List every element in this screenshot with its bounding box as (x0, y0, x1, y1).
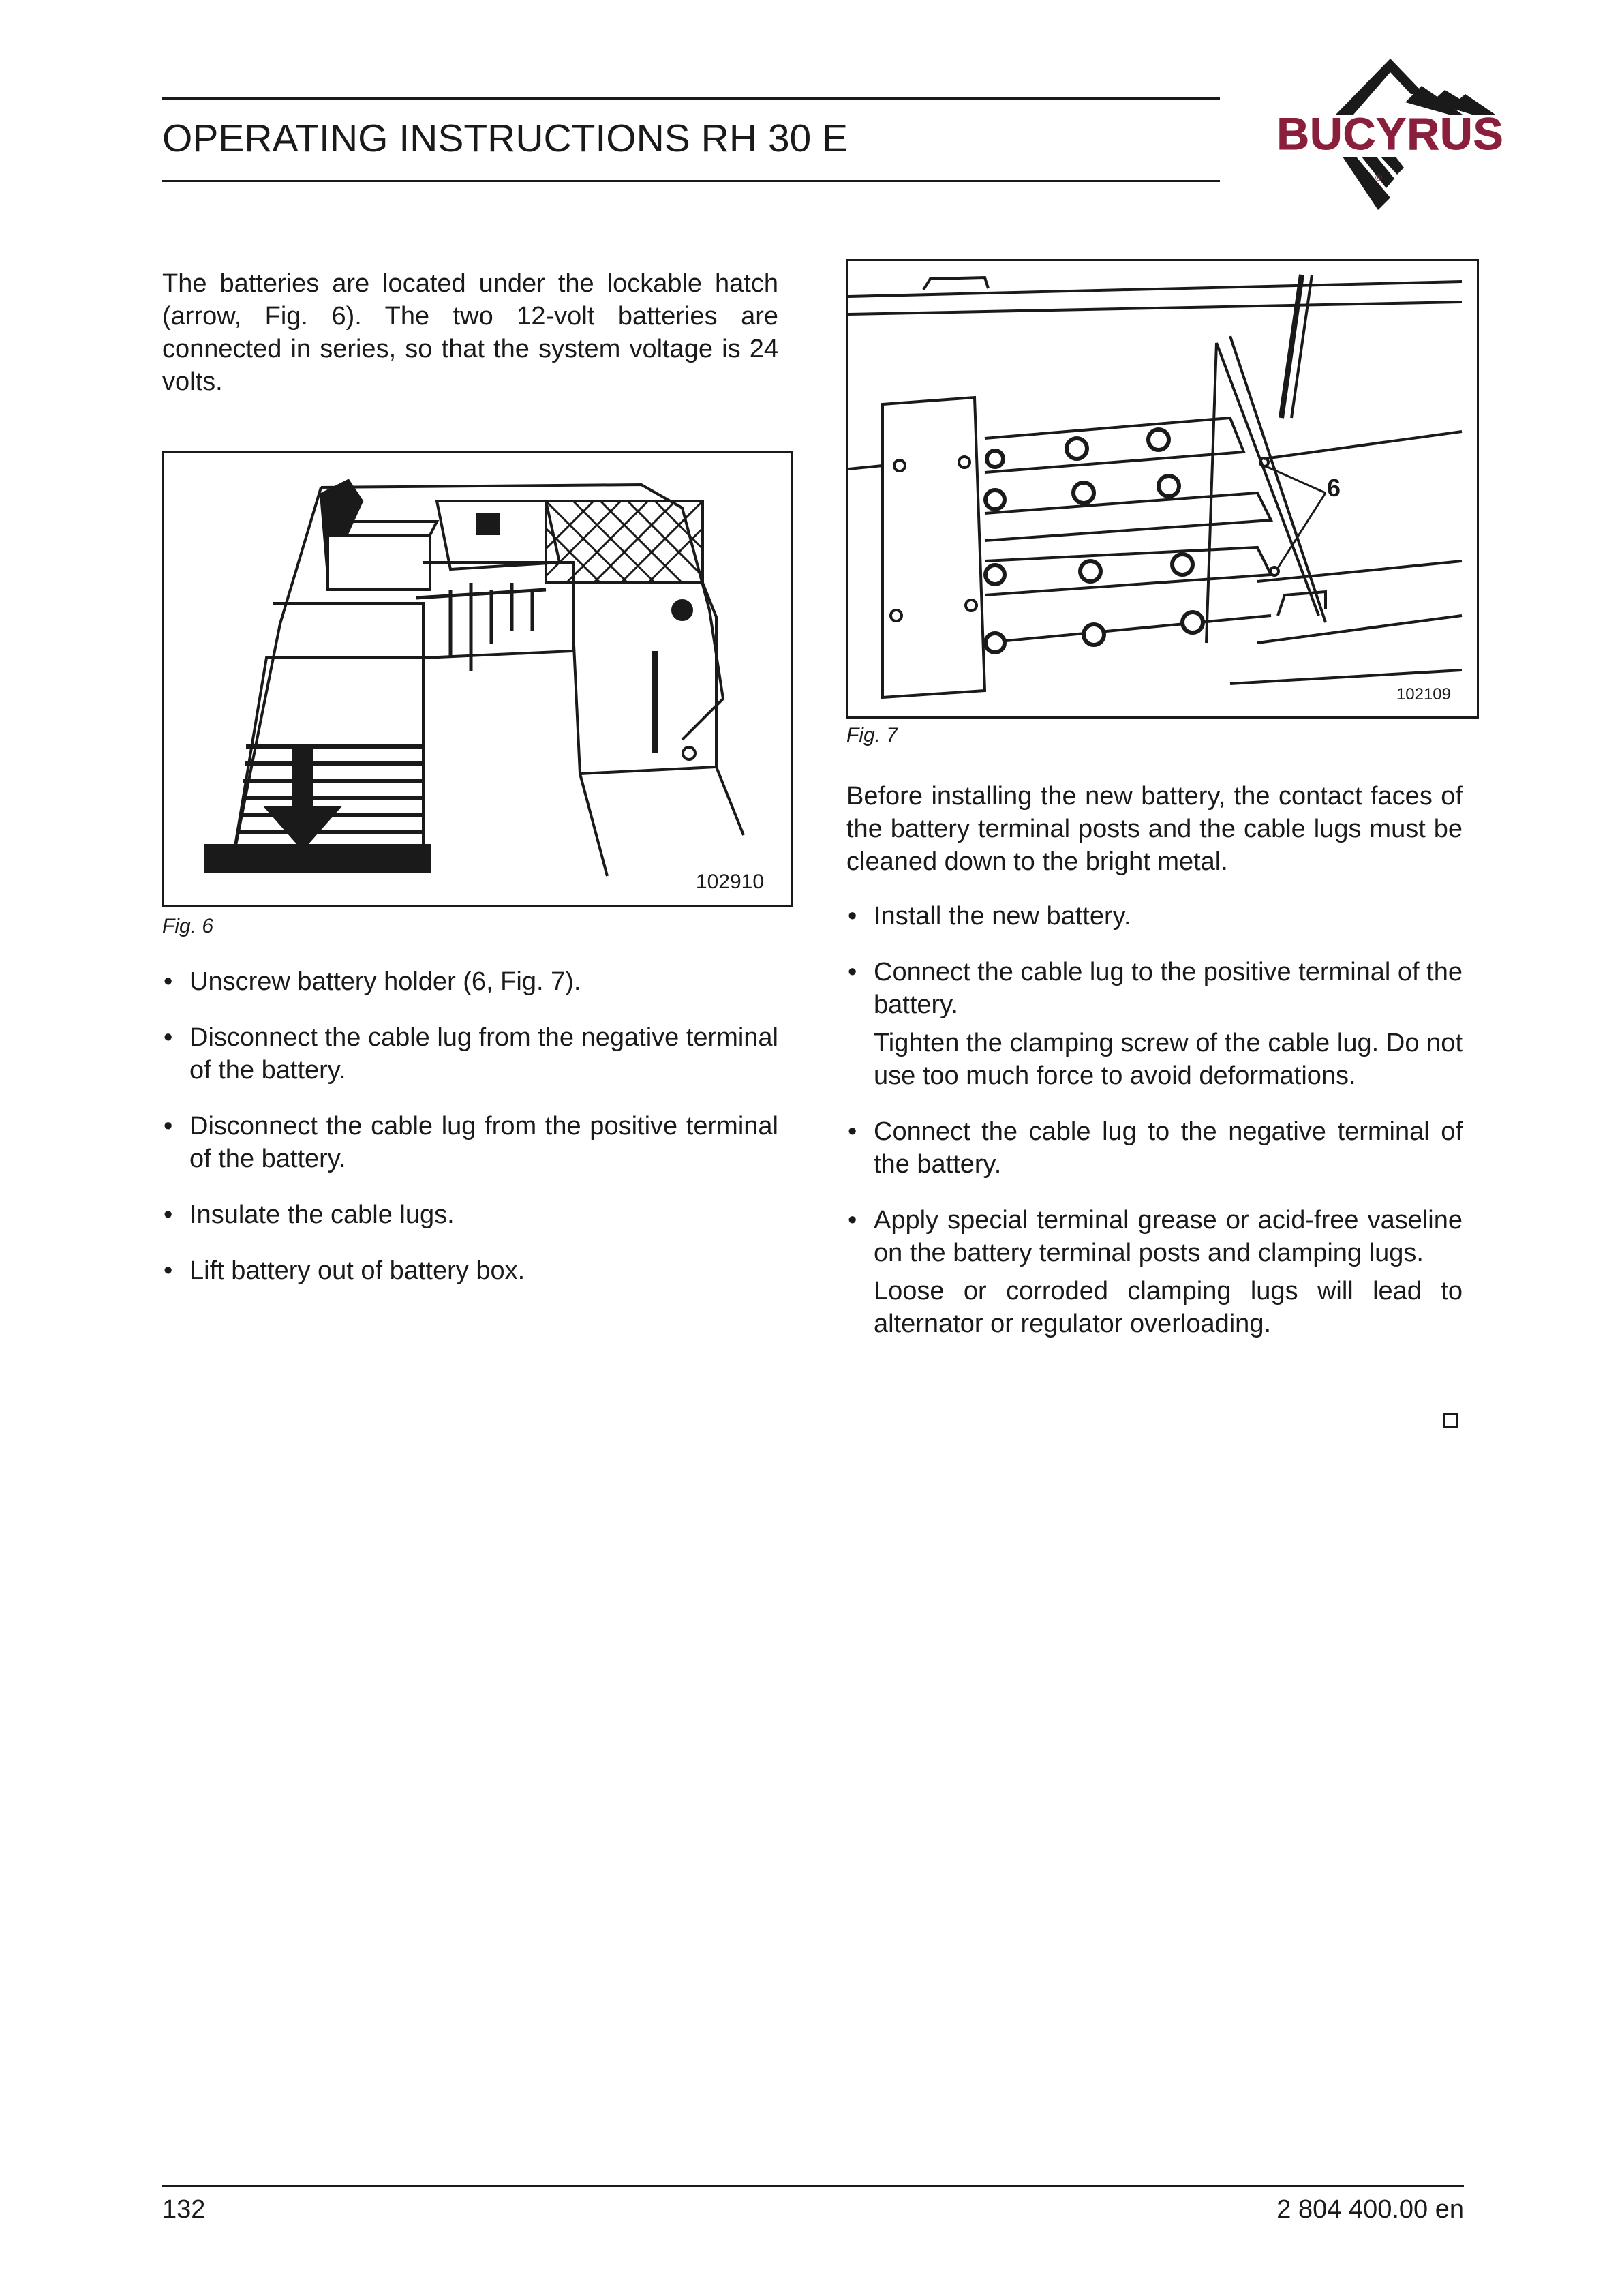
bullet-icon: • (848, 902, 857, 931)
registered-mark: ® (1375, 172, 1383, 183)
step-text: Lift battery out of battery box. (189, 1256, 525, 1285)
bullet-icon: • (164, 1200, 173, 1229)
step-note: Tighten the clamping screw of the cable lug. Do not use too much force to avoid deformations. (874, 1029, 1463, 1090)
installation-steps-list (846, 900, 1463, 1363)
list-item (846, 1115, 1463, 1181)
list-item (846, 900, 1463, 933)
step-text: Apply special terminal grease or acid-free vaseline on the battery terminal posts and clamping lugs. (874, 1206, 1463, 1267)
document-title: OPERATING INSTRUCTIONS RH 30 E (162, 117, 848, 160)
bullet-icon: • (164, 1112, 173, 1141)
bullet-icon: • (848, 1206, 857, 1235)
document-id: 2 804 400.00 en (1276, 2195, 1464, 2224)
header-top-rule (162, 97, 1220, 100)
footer-rule (162, 2185, 1464, 2187)
step-text: Install the new battery. (874, 902, 1131, 931)
figure-6-illustration (162, 451, 793, 907)
step-text: Unscrew battery holder (6, Fig. 7). (189, 967, 581, 996)
section-end-icon (1443, 1413, 1458, 1428)
battery-hatch-drawing (164, 453, 791, 905)
figure-7-illustration (846, 259, 1479, 719)
figure-6-caption: Fig. 6 (162, 915, 214, 937)
figure-6-number: 102910 (695, 871, 764, 893)
battery-location-paragraph: The batteries are located under the lockable hatch (arrow, Fig. 6). The two 12-volt batteries are connected in series, so that the system voltage is 24 volts. (162, 269, 778, 396)
list-item (162, 1110, 778, 1175)
removal-steps-list (162, 965, 778, 1310)
list-item (162, 965, 778, 998)
step-text: Disconnect the cable lug from the positive terminal of the battery. (189, 1112, 778, 1173)
step-text: Insulate the cable lugs. (189, 1200, 455, 1229)
figure-7-number: 102109 (1396, 685, 1451, 704)
installation-intro-paragraph: Before installing the new battery, the contact faces of the battery terminal posts and the cable lugs must be cleaned down to the bright metal. (846, 782, 1463, 876)
bullet-icon: • (164, 1256, 173, 1285)
bullet-icon: • (848, 958, 857, 986)
header-bottom-rule (162, 180, 1220, 182)
callout-label: 6 (1327, 474, 1341, 502)
step-text: Disconnect the cable lug from the negative terminal of the battery. (189, 1023, 778, 1085)
list-item (162, 1021, 778, 1087)
page-number: 132 (162, 2195, 206, 2224)
list-item (846, 1204, 1463, 1340)
bullet-icon: • (848, 1117, 857, 1146)
bullet-icon: • (164, 967, 173, 996)
step-text: Connect the cable lug to the negative terminal of the battery. (874, 1117, 1463, 1179)
step-note: Loose or corroded clamping lugs will lead to alternator or regulator overloading. (874, 1277, 1463, 1338)
figure-7-caption: Fig. 7 (846, 724, 898, 746)
bullet-icon: • (164, 1023, 173, 1052)
bucyrus-logo (1261, 55, 1520, 218)
logo-text: BUCYRUS (1276, 108, 1504, 159)
list-item (846, 956, 1463, 1092)
list-item (162, 1254, 778, 1287)
step-text: Connect the cable lug to the positive terminal of the battery. (874, 958, 1463, 1019)
battery-box-drawing (848, 261, 1477, 716)
list-item (162, 1198, 778, 1231)
